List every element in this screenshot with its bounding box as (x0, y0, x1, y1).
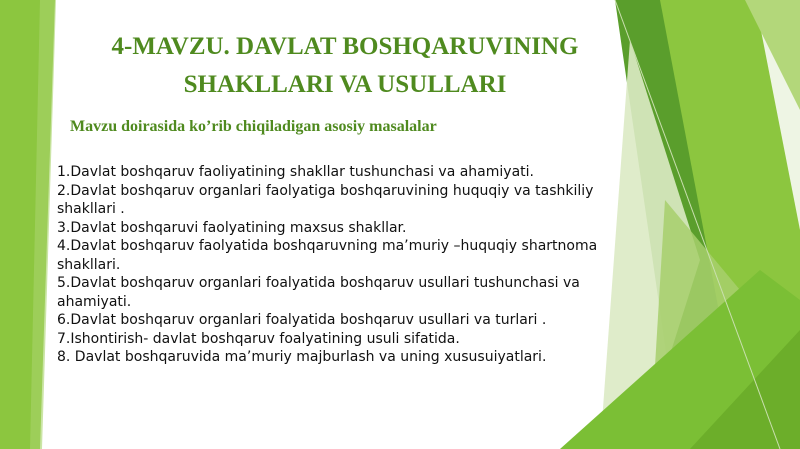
slide-subtitle: Mavzu doirasida ko’rib chiqiladigan asosiy masalalar (70, 118, 437, 135)
topic-list (57, 163, 602, 367)
slide-title (70, 28, 620, 104)
slide-title-line-2: SHAKLLARI VA USULLARI (183, 71, 507, 98)
list-item: 7.Ishontirish- davlat boshqaruv foalyatining usuli sifatida. (57, 330, 460, 347)
list-item: 6.Davlat boshqaruv organlari foalyatida boshqaruv usullari va turlari . (57, 312, 547, 328)
list-item: 5.Davlat boshqaruv organlari foalyatida boshqaruv usullari tushunchasi va ahamiyati. (57, 275, 580, 310)
list-item: 2.Davlat boshqaruv organlari faolyatiga boshqaruvining huquqiy va tashkiliy shakllari . (57, 182, 594, 217)
list-item: 3.Davlat boshqaruvi faolyatining maxsus shakllar. (57, 219, 407, 236)
list-item: 8. Davlat boshqaruvida ma’muriy majburlash va uning xususuiyatlari. (57, 349, 547, 365)
list-item: 4.Davlat boshqaruv faolyatida boshqaruvning ma’muriy –huquqiy shartnoma shakllari. (57, 238, 598, 273)
slide-title-line-1: 4-MAVZU. DAVLAT BOSHQARUVINING (111, 33, 579, 60)
list-item: 1.Davlat boshqaruv faoliyatining shakllar tushunchasi va ahamiyati. (57, 164, 534, 180)
